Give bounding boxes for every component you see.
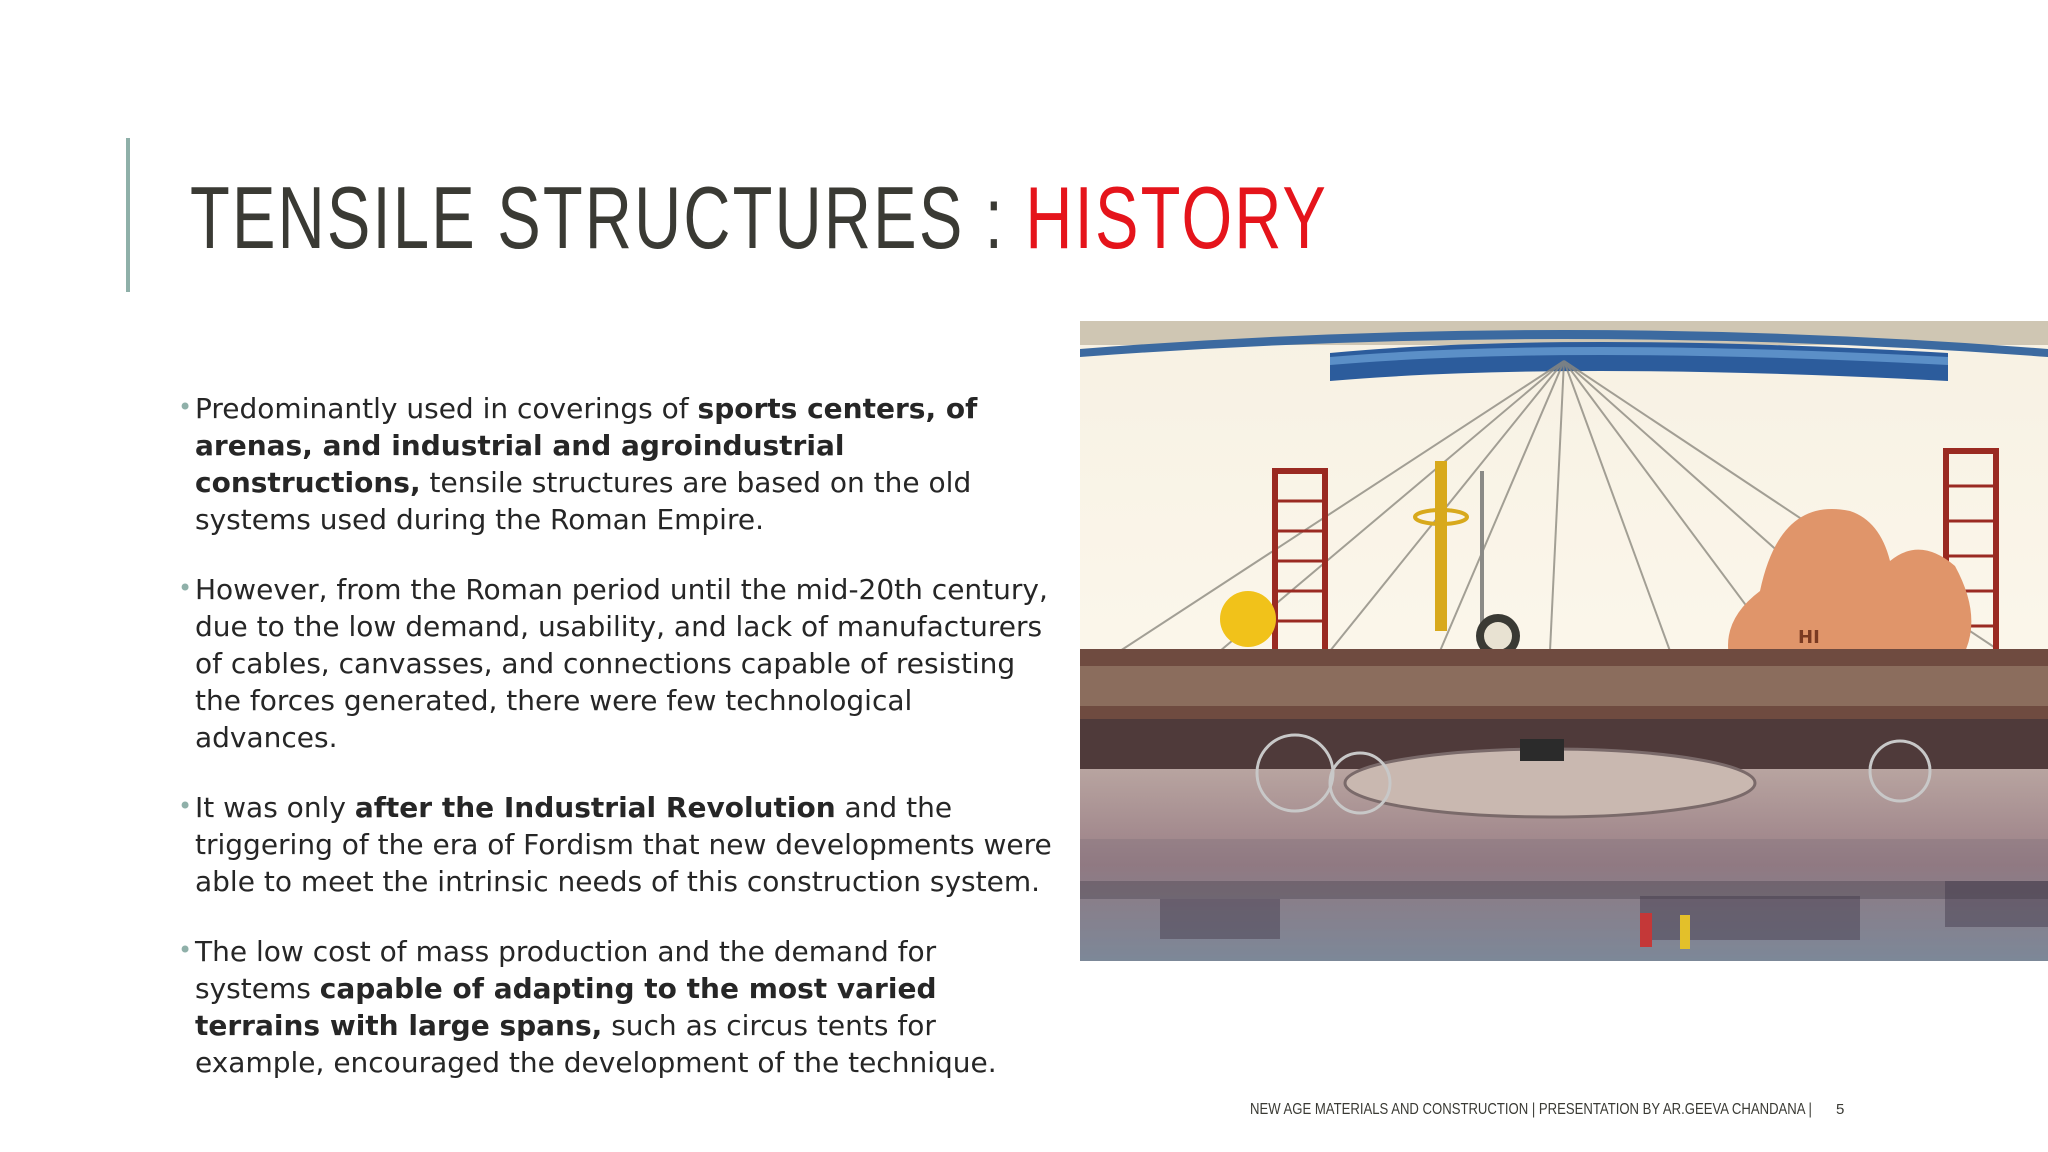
bullet-text: and the triggering of the era of Fordism that new developments were able to meet the intrinsic needs of this construction system.	[195, 791, 1052, 898]
title-main: TENSILE STRUCTURES :	[190, 168, 1026, 267]
arena-photo	[1080, 321, 2048, 961]
bullet-list	[178, 390, 1058, 1114]
bullet-item	[178, 789, 1058, 900]
bullet-item	[178, 390, 1058, 538]
bullet-text: However, from the Roman period until the mid-20th century, due to the low demand, usability, and lack of manufacturers of cables, canvasses, and connections capable of resisting the forces generated, there were few technological advances.	[195, 573, 1048, 754]
bullet-item	[178, 571, 1058, 756]
bullet-text: It was only	[195, 791, 355, 824]
bullet-bold-text: capable of adapting to the most varied terrains with large spans,	[195, 972, 937, 1042]
svg-text:HI: HI	[1798, 627, 1820, 648]
footer-text: NEW AGE MATERIALS AND CONSTRUCTION | PRESENTATION BY AR.GEEVA CHANDANA |	[1250, 1101, 1812, 1118]
slide-title	[190, 168, 1328, 268]
bullet-bold-text: after the Industrial Revolution	[354, 791, 836, 824]
title-accent: HISTORY	[1025, 168, 1329, 267]
title-accent-bar	[126, 138, 130, 292]
bullet-item	[178, 933, 1058, 1081]
bullet-text: tensile structures are based on the old systems used during the Roman Empire.	[195, 466, 972, 536]
bullet-text: such as circus tents for example, encouraged the development of the technique.	[195, 1009, 997, 1079]
bullet-text: The low cost of mass production and the demand for systems	[195, 935, 937, 1005]
bullet-bold-text: sports centers, of arenas, and industrial and agroindustrial constructions,	[195, 392, 978, 499]
tensile-dome-photo-illustration	[1080, 321, 2048, 961]
page-number: 5	[1836, 1101, 1845, 1118]
bullet-text: Predominantly used in coverings of	[195, 392, 698, 425]
